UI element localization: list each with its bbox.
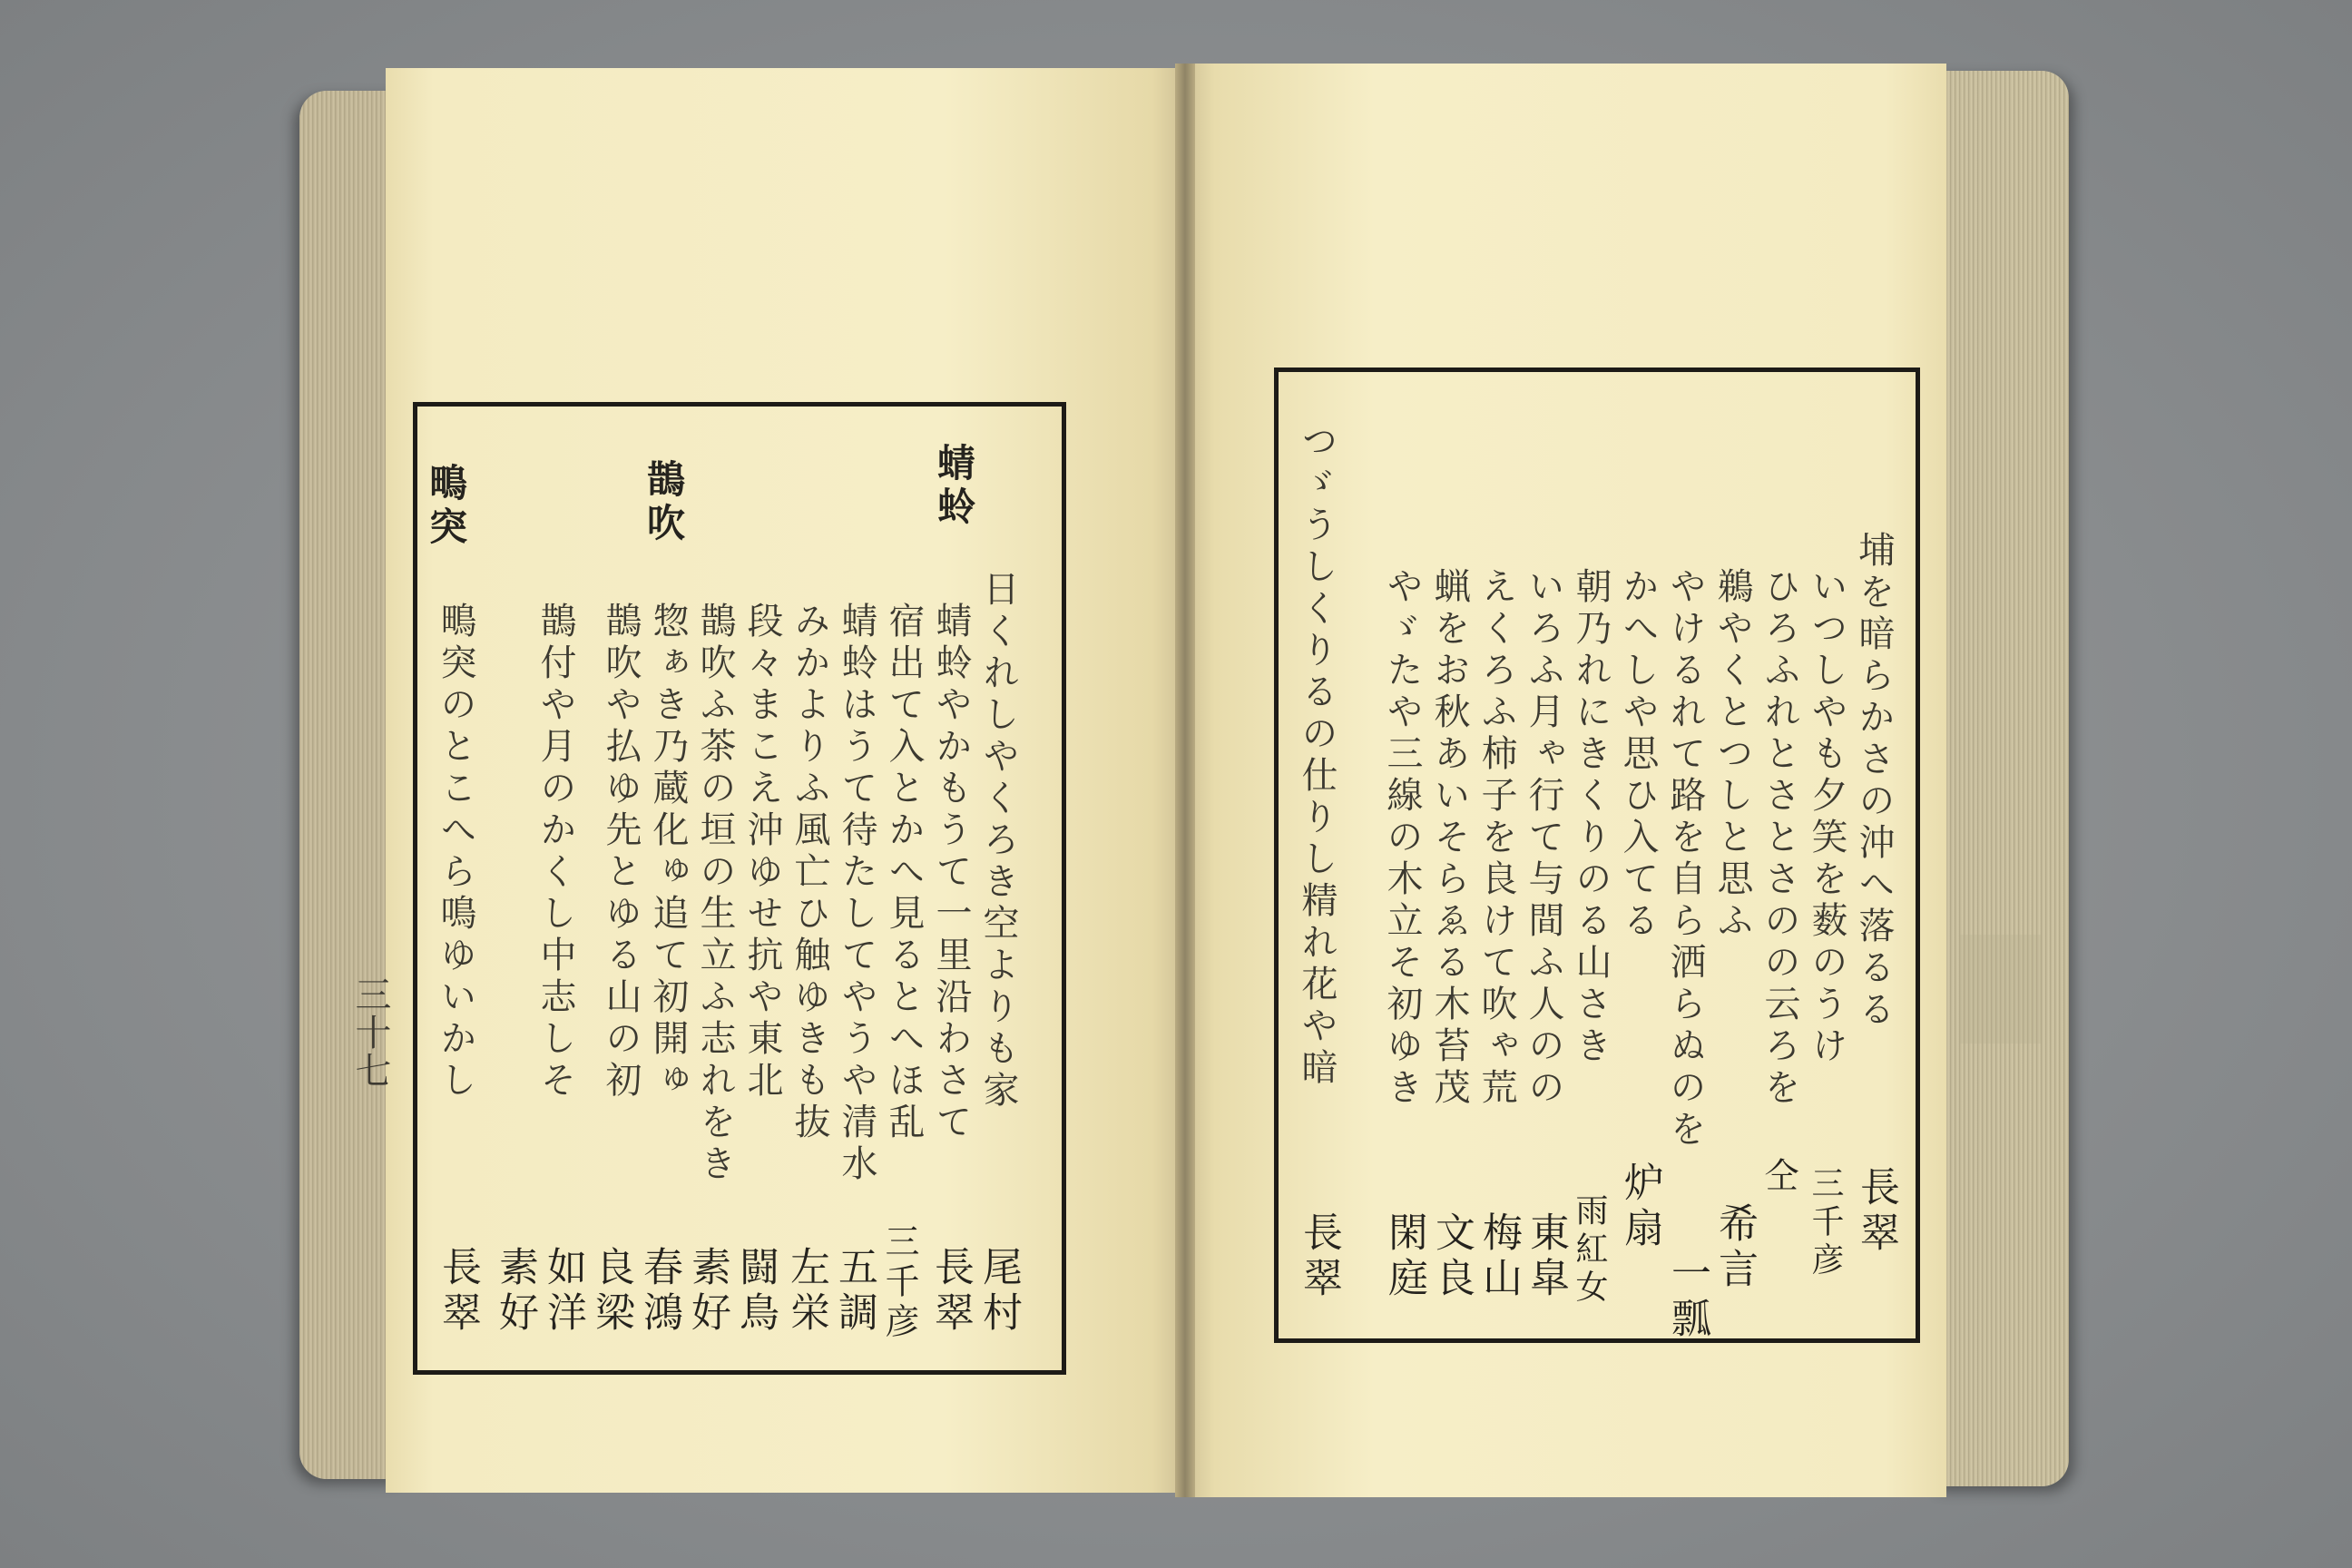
right-text-frame	[1274, 368, 1920, 1343]
author-name: 長翠	[1853, 1166, 1899, 1257]
verse: 鵜やくとつしと思ふ	[1711, 567, 1753, 943]
author-name: 春鴻	[636, 1246, 682, 1337]
author-name: 良梁	[588, 1246, 634, 1337]
verse: 惣ぁき乃蔵化ゅ追て初開ゅ	[647, 602, 689, 1102]
verse: みかよりふ風亡ひ触ゆきも抜	[789, 602, 830, 1144]
author-name: 尾村	[975, 1246, 1022, 1337]
author-name: 雨紅女	[1571, 1193, 1608, 1308]
verse: 朝乃れにきくりのる山さき	[1570, 567, 1612, 1068]
verse: 鵲付や月のかくし中志しそ	[534, 602, 576, 1102]
author-name: 素好	[684, 1246, 730, 1337]
author-name: 左栄	[783, 1246, 829, 1337]
left-page-edges	[299, 91, 399, 1479]
right-page-edges	[1933, 71, 2069, 1486]
verse: いつしやも夕笑を薮のうけ	[1806, 567, 1847, 1068]
author-name: 五調	[831, 1246, 877, 1337]
page-number: 三十七	[349, 975, 391, 1090]
author-name: 梅山	[1475, 1211, 1522, 1302]
verse: ひろふれとさとさのの云ろを	[1759, 567, 1800, 1110]
verse: 日くれしやくろき空よりも家	[977, 570, 1019, 1112]
author-name: 東皐	[1523, 1211, 1569, 1302]
verse: いろふ月ゃ行て与間ふ人のの	[1523, 567, 1564, 1110]
author-name: 闘鳥	[732, 1246, 779, 1337]
author-name: 閑庭	[1381, 1211, 1427, 1302]
verse: かへしや思ひ入てる	[1617, 567, 1659, 943]
author-name: 如洋	[540, 1246, 586, 1337]
author-name: 長翠	[435, 1246, 481, 1337]
verse: やけるれて路を自ら洒らぬのを	[1664, 567, 1706, 1152]
author-name: 長翠	[1296, 1211, 1342, 1302]
verse: 蜻蛉はうて待たしてやうや清水	[836, 602, 877, 1186]
book-gutter	[1175, 64, 1195, 1497]
heading: 鵲吹	[642, 459, 686, 546]
verse: 鵲吹ふ茶の垣の生立ふ志れをき	[694, 602, 736, 1186]
verse: 蝋をお秋あいそらゑる木苔茂	[1428, 567, 1470, 1110]
author-name: 長翠	[927, 1246, 974, 1337]
author-name: 仝	[1759, 1157, 1798, 1197]
right-edge-label	[1960, 935, 2042, 1044]
verse: 宿出て入とかへ見るとへほ乱	[883, 602, 925, 1144]
author-name: 三千彦	[879, 1223, 919, 1343]
author-name: 炉扇	[1617, 1161, 1663, 1252]
verse: 鴫突のとこへら鳴ゆいかし	[435, 602, 476, 1102]
author-name: 三千彦	[1807, 1166, 1844, 1280]
verse: 鵲吹や払ゆ先とゆる山の初	[600, 602, 642, 1102]
verse: やゞたや三線の木立そ初ゆき	[1381, 567, 1423, 1110]
verse: 埔を暗らかさの沖へ落るる	[1853, 531, 1895, 1032]
verse: つゞうしくりるの仕りし精れ花や暗	[1296, 422, 1338, 1090]
author-name: 希言	[1711, 1202, 1758, 1293]
verse: 段々まこえ沖ゆせ抗や東北	[741, 602, 783, 1102]
verse: えくろふ柿子を良けて吹ゃ荒	[1475, 567, 1517, 1110]
author-name: 一瓢	[1664, 1252, 1710, 1343]
heading: 鴫突	[424, 463, 468, 550]
left-text-frame	[413, 402, 1066, 1375]
heading: 蜻蛉	[932, 443, 976, 530]
verse: 蜻蛉やかもうて一里沿わさて	[930, 602, 972, 1144]
author-name: 文良	[1428, 1211, 1475, 1302]
author-name: 素好	[492, 1246, 538, 1337]
